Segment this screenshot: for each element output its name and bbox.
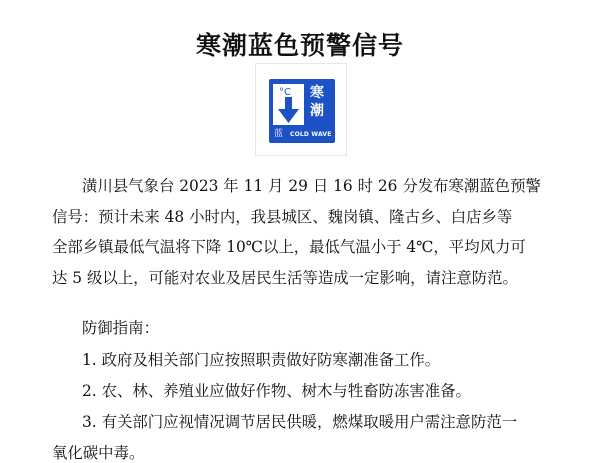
warning-icon-frame bbox=[255, 63, 347, 156]
icon-char-tide: 潮 bbox=[310, 103, 324, 119]
guide-item: 1. 政府及相关部门应按照职责做好防寒潮准备工作。 bbox=[82, 351, 441, 369]
icon-char-cold: 寒 bbox=[310, 85, 324, 101]
guide-item: 2. 农、林、养殖业应做好作物、树木与牲畜防冻害准备。 bbox=[82, 382, 471, 400]
cold-wave-blue-warning-icon bbox=[269, 79, 335, 143]
paragraph-line: 信号：预计未来 48 小时内，我县城区、魏岗镇、隆古乡、白店乡等 bbox=[52, 208, 513, 226]
celsius-symbol: °C bbox=[279, 87, 291, 98]
document-title: 寒潮蓝色预警信号 bbox=[195, 31, 404, 60]
paragraph-line: 全部乡镇最低气温将下降 10℃以上，最低气温小于 4℃，平均风力可 bbox=[52, 238, 526, 256]
icon-level-char: 蓝 bbox=[274, 129, 284, 139]
thermometer-panel bbox=[273, 84, 304, 125]
guide-item: 氧化碳中毒。 bbox=[52, 444, 145, 462]
icon-english-label: COLD WAVE bbox=[290, 131, 332, 138]
down-arrow-icon bbox=[277, 97, 300, 123]
guide-heading: 防御指南： bbox=[82, 319, 159, 337]
paragraph-line: 潢川县气象台 2023 年 11 月 29 日 16 时 26 分发布寒潮蓝色预警 bbox=[82, 177, 541, 195]
paragraph-line: 达 5 级以上，可能对农业及居民生活等造成一定影响，请注意防范。 bbox=[52, 269, 518, 287]
guide-item: 3. 有关部门应视情况调节居民供暖，燃煤取暖用户需注意防范一 bbox=[82, 413, 518, 431]
